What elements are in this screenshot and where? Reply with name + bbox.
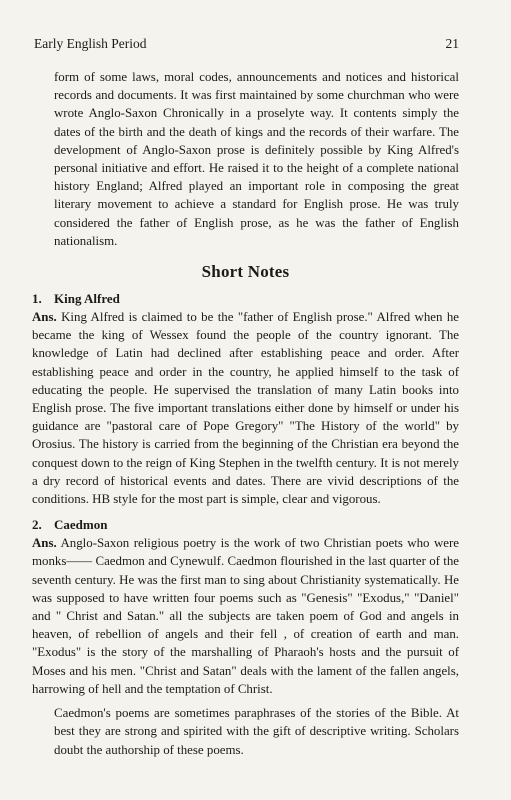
note-title: King Alfred <box>54 291 120 307</box>
chapter-title: Early English Period <box>34 36 147 51</box>
ans-label: Ans. <box>32 310 57 325</box>
note-paragraph: Caedmon's poems are sometimes paraphrases of the stories of the Bible. At best they are strong and spirited with the gift of descriptive writing. Scholars doubt the authorship of these poems. <box>54 706 459 757</box>
ans-label: Ans. <box>32 536 57 551</box>
note-caedmon <box>32 516 459 758</box>
note-paragraph <box>32 534 459 698</box>
note-text: Anglo-Saxon religious poetry is the work of two Christian poets who were monks—— Caedmon and Cynewulf. Caedmon flourished in the last quarter of the seventh century. He was the first man to sing about Christianity systematically. He was supposed to have written four poems such as "Genesis" "Exodus," "Daniel" and " Christ and Satan." all the subjects are taken poem of God and angels in heaven, of rebellion of angels and their fell , of creation of earth and man. "Exodus" is the story of the marshalling of Pharaoh's hosts and the pursuit of Moses and his men. "Christ and Satan" deals with the lament of the fallen angels, harrowing of hell and the temptation of Christ. <box>32 536 460 696</box>
note-king-alfred <box>32 290 459 508</box>
page-number: 21 <box>445 36 459 51</box>
note-heading <box>32 290 459 308</box>
running-header <box>32 36 459 52</box>
note-title: Caedmon <box>54 517 108 533</box>
note-paragraph <box>32 308 459 508</box>
note-number: 1. <box>32 291 42 307</box>
note-heading <box>32 516 459 534</box>
note-number: 2. <box>32 517 42 533</box>
note-text: King Alfred is claimed to be the "father of English prose." Alfred when he became the king of Wessex found the people of the country ignorant. The knowledge of Latin had declined after establishing peace and order. After establishing peace and order in the country, he applied himself to the task of educating the people. He supervised the translation of many Latin books into English prose. The five important translations either done by himself or under his guidance are "pastoral care of Pope Gregory" "The History of the world" by Orosius. The history is carried from the beginning of the Christian era beyond the conquest down to the reign of King Stephen in the twelfth century. It is not merely a dry record of historical events and dates. There are vivid descriptions of the conditions. HB style for the most part is simple, clear and vigorous. <box>32 310 459 507</box>
intro-paragraph: form of some laws, moral codes, announcements and notices and historical records and documents. It was first maintained by some churchman who were wrote Anglo-Saxon Chronically in a proselyte way. It contents simply the dates of the birth and the death of kings and the records of their warfare. The development of Anglo-Saxon prose is definitely possible by King Alfred's personal initiative and effort. He raised it to the height of a complete national history England; Alfred played an important role in composing the great literary movement to achieve a standard for English prose. He was truly considered the father of English prose, as he was the father of English nationalism. <box>54 70 459 248</box>
section-title: Short Notes <box>201 262 290 282</box>
